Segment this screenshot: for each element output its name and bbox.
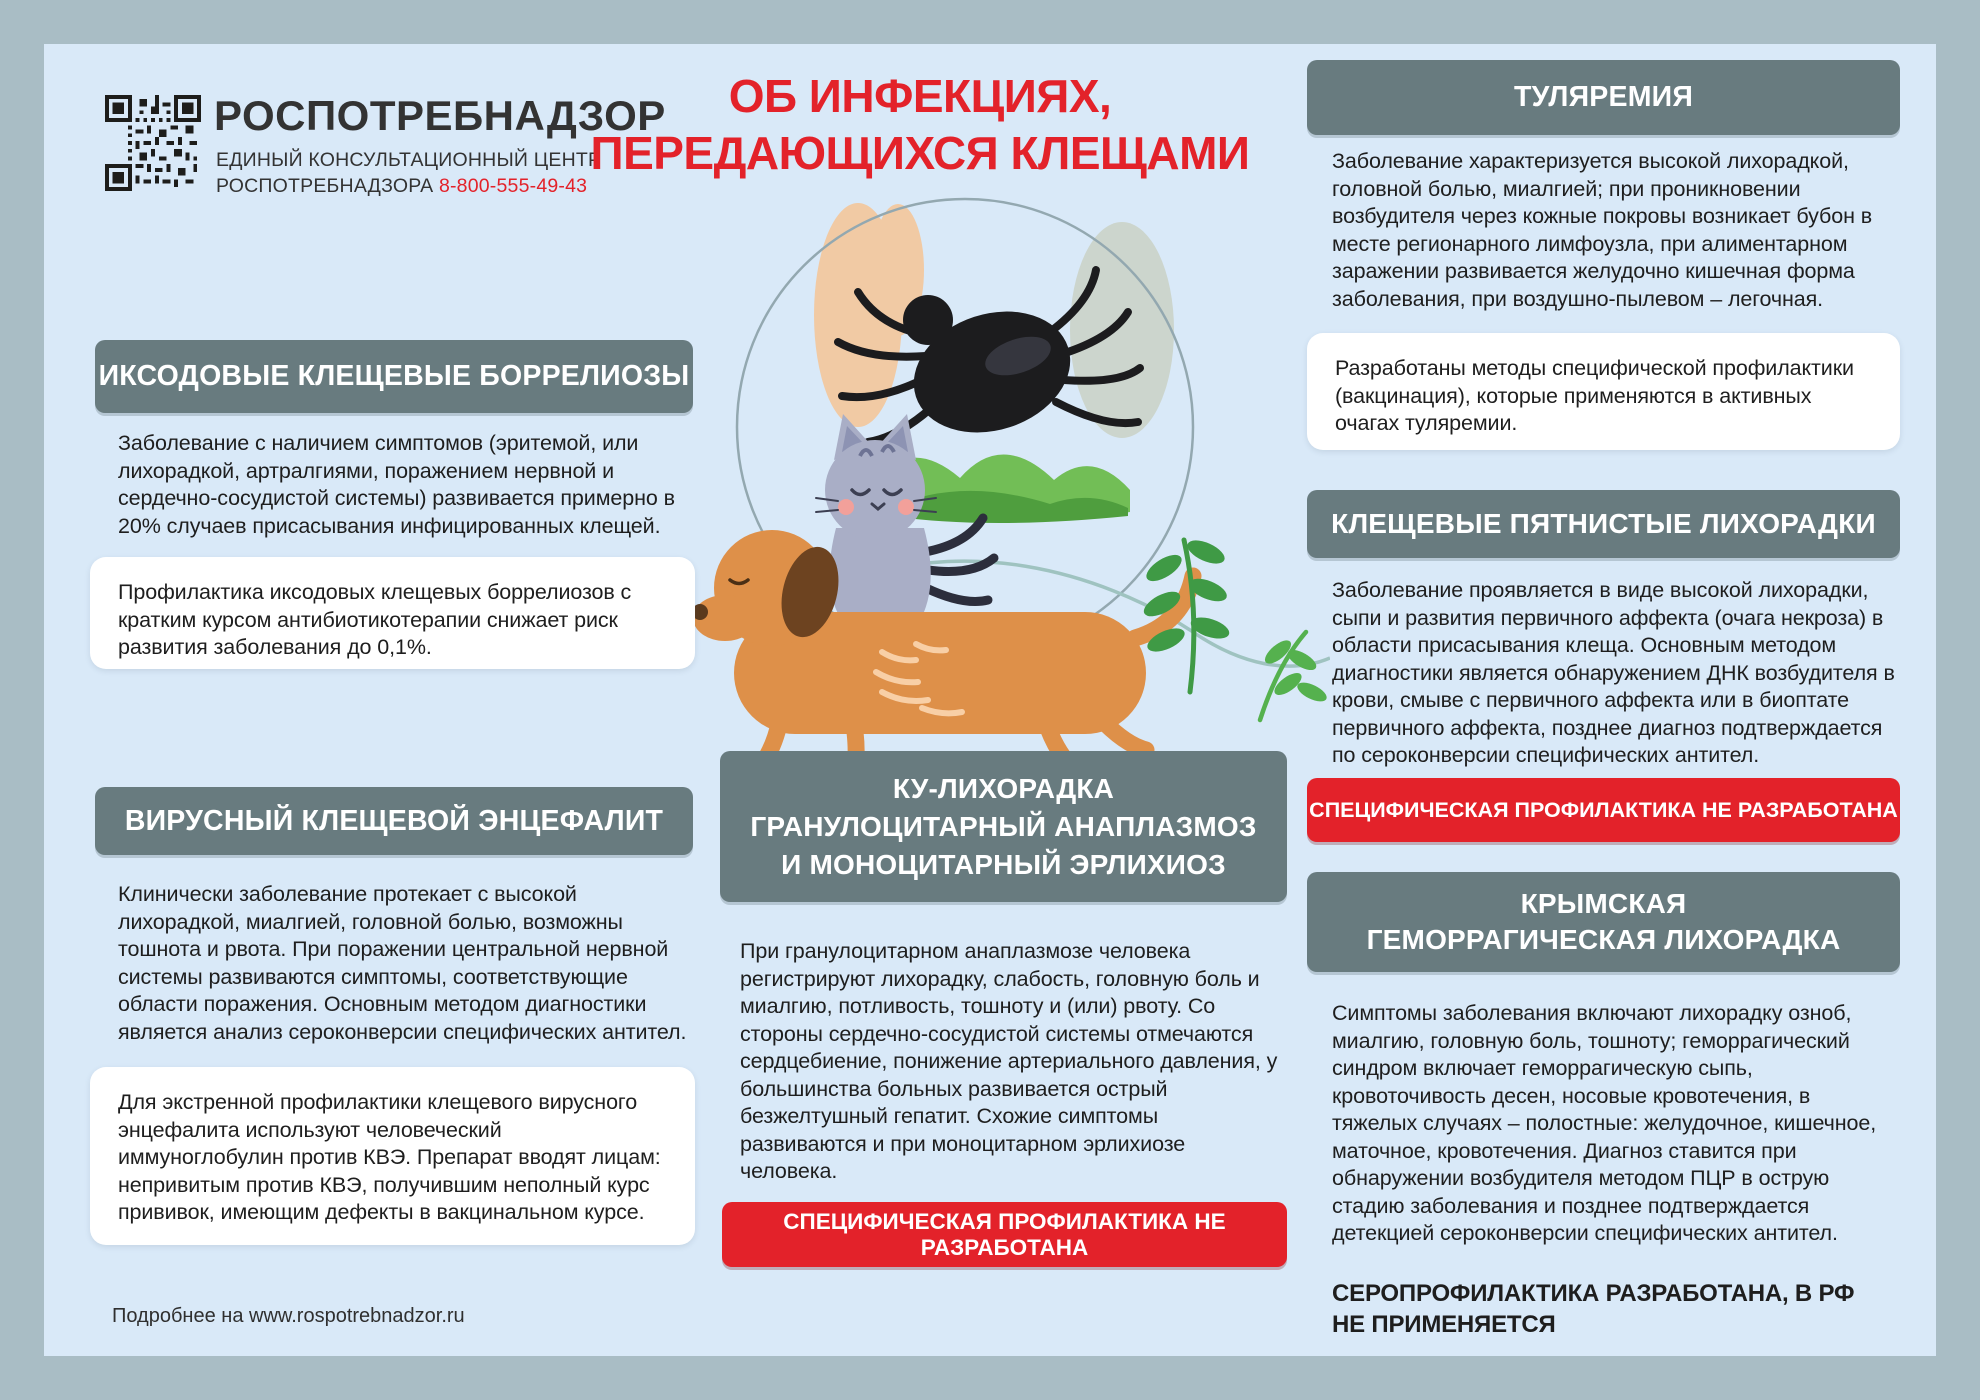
logo-name: РОСПОТРЕБНАДЗОР — [214, 92, 666, 139]
section-header-encephalitis-label: ВИРУСНЫЙ КЛЕЩЕВОЙ ЭНЦЕФАЛИТ — [124, 804, 664, 837]
spotted-fevers-no-prophylaxis-banner: СПЕЦИФИЧЕСКАЯ ПРОФИЛАКТИКА НЕ РАЗРАБОТАНА — [1307, 778, 1900, 842]
borrelioses-body: Заболевание с наличием симптомов (эритемой, или лихорадкой, артралгиями, поражением нервной и сердечно-сосудистой системы) развивается примерно в 20% случаев присасывания инфицированных клещей. — [118, 431, 675, 538]
q-fever-body: При гранулоцитарном анаплазмозе человека регистрируют лихорадку, слабость, головную боль и миалгию, потливость, тошноту и (или) рвоту. Со стороны сердечно-сосудистой системы отмечаются сердцебиение, понижение артериального давления, у большинства больных развивается острый безжелтушный гепатит. Схожие симптомы развиваются и при моноцитарном эрлихиозе человека. — [740, 939, 1278, 1183]
section-header-spotted-fevers-label: КЛЕЩЕВЫЕ ПЯТНИСТЫЕ ЛИХОРАДКИ — [1331, 508, 1876, 539]
logo-subtitle-org: РОСПОТРЕБНАДЗОРА — [216, 175, 434, 197]
logo-subtitle-line2 — [216, 175, 587, 198]
more-info-link: Подробнее на www.rospotrebnadzor.ru — [112, 1305, 465, 1327]
tularemia-card-text: Разработаны методы специфической профилактики (вакцинация), которые применяются в активных очагах туляремии. — [1335, 356, 1854, 435]
qr-code-icon — [105, 95, 201, 191]
section-header-borrelioses — [95, 340, 693, 413]
encephalitis-body: Клинически заболевание протекает с высокой лихорадкой, миалгией, головной болью, возможны тошнота и рвота. При поражении центральной нервной системы развиваются симптомы, соответствующие области поражения. Основным методом диагностики является анализ сероконверсии специфических антител. — [118, 882, 687, 1044]
spotted-fevers-body: Заболевание проявляется в виде высокой лихорадки, сыпи и развития первичного аффекта (очага некроза) в области присасывания клеща. Основным методом диагностики является обнаружением ДНК возбудителя в крови, смыве с первичного аффекта или в биоптате первичного аффекта, позднее диагноз подтверждается по сероконверсии специфических антител. — [1332, 578, 1895, 767]
poster-title-line2: ПЕРЕДАЮЩИХСЯ КЛЕЩАМИ — [590, 127, 1250, 179]
crimean-note-line2: НЕ ПРИМЕНЯЕТСЯ — [1332, 1311, 1556, 1338]
tick-and-pets-illustration — [630, 160, 1330, 780]
section-header-q-fever — [720, 751, 1287, 902]
borrelioses-card-text: Профилактика иксодовых клещевых боррелиозов с кратким курсом антибиотикотерапии снижает риск развития заболевания до 0,1%. — [118, 580, 632, 659]
section-header-tularemia — [1307, 60, 1900, 135]
tularemia-body: Заболевание характеризуется высокой лихорадкой, головной болью, миалгией; при проникновении возбудителя через кожные покровы возникает бубон в месте регионарного лимфоузла, при алиментарном заражении развивается желудочно кишечная форма заболевания, при воздушно-пылевом – легочная. — [1332, 149, 1873, 311]
crimean-seroprophylaxis-note — [1332, 1278, 1898, 1340]
logo-subtitle-line1: ЕДИНЫЙ КОНСУЛЬТАЦИОННЫЙ ЦЕНТР — [216, 149, 602, 171]
hotline-phone: 8-800-555-49-43 — [438, 175, 588, 197]
poster-title-line1: ОБ ИНФЕКЦИЯХ, — [728, 70, 1112, 122]
section-header-tularemia-label: ТУЛЯРЕМИЯ — [1513, 81, 1694, 113]
q-fever-title-line2: ГРАНУЛОЦИТАРНЫЙ АНАПЛАЗМОЗ — [750, 810, 1257, 842]
section-header-spotted-fevers — [1307, 490, 1900, 558]
crimean-body: Симптомы заболевания включают лихорадку озноб, миалгию, головную боль, тошноту; геморрагический синдром включает геморрагическую сыпь, кровоточивость десен, носовые кровотечения, в тяжелых случаях – полостные: желудочное, кишечное, маточное, кровотечения. Диагноз ставится при обнаружении возбудителя методом ПЦР в острую стадию заболевания и позднее подтверждается детекцией сероконверсии специфических антител. — [1332, 1001, 1877, 1245]
q-fever-no-prophylaxis-banner: СПЕЦИФИЧЕСКАЯ ПРОФИЛАКТИКА НЕ РАЗРАБОТАНА — [722, 1202, 1287, 1267]
encephalitis-card-text: Для экстренной профилактики клещевого вирусного энцефалита используют человеческий иммуноглобулин против КВЭ. Препарат вводят лицам: непривитым против КВЭ, получившим неполный курс прививок, имеющим дефекты в вакцинальном курсе. — [118, 1090, 661, 1224]
section-header-encephalitis — [95, 787, 693, 855]
q-fever-title-line1: КУ-ЛИХОРАДКА — [892, 772, 1115, 804]
q-fever-title-line3: И МОНОЦИТАРНЫЙ ЭРЛИХИОЗ — [781, 848, 1226, 880]
crimean-note-line1: СЕРОПРОФИЛАКТИКА РАЗРАБОТАНА, В РФ — [1332, 1280, 1855, 1307]
section-header-borrelioses-label: ИКСОДОВЫЕ КЛЕЩЕВЫЕ БОРРЕЛИОЗЫ — [98, 360, 690, 392]
borrelioses-card — [90, 557, 695, 669]
encephalitis-card — [90, 1067, 695, 1245]
crimean-title-line1: КРЫМСКАЯ — [1520, 888, 1687, 919]
crimean-title-line2: ГЕМОРРАГИЧЕСКАЯ ЛИХОРАДКА — [1366, 924, 1841, 955]
section-header-crimean-fever — [1307, 872, 1900, 972]
tularemia-card — [1307, 333, 1900, 450]
